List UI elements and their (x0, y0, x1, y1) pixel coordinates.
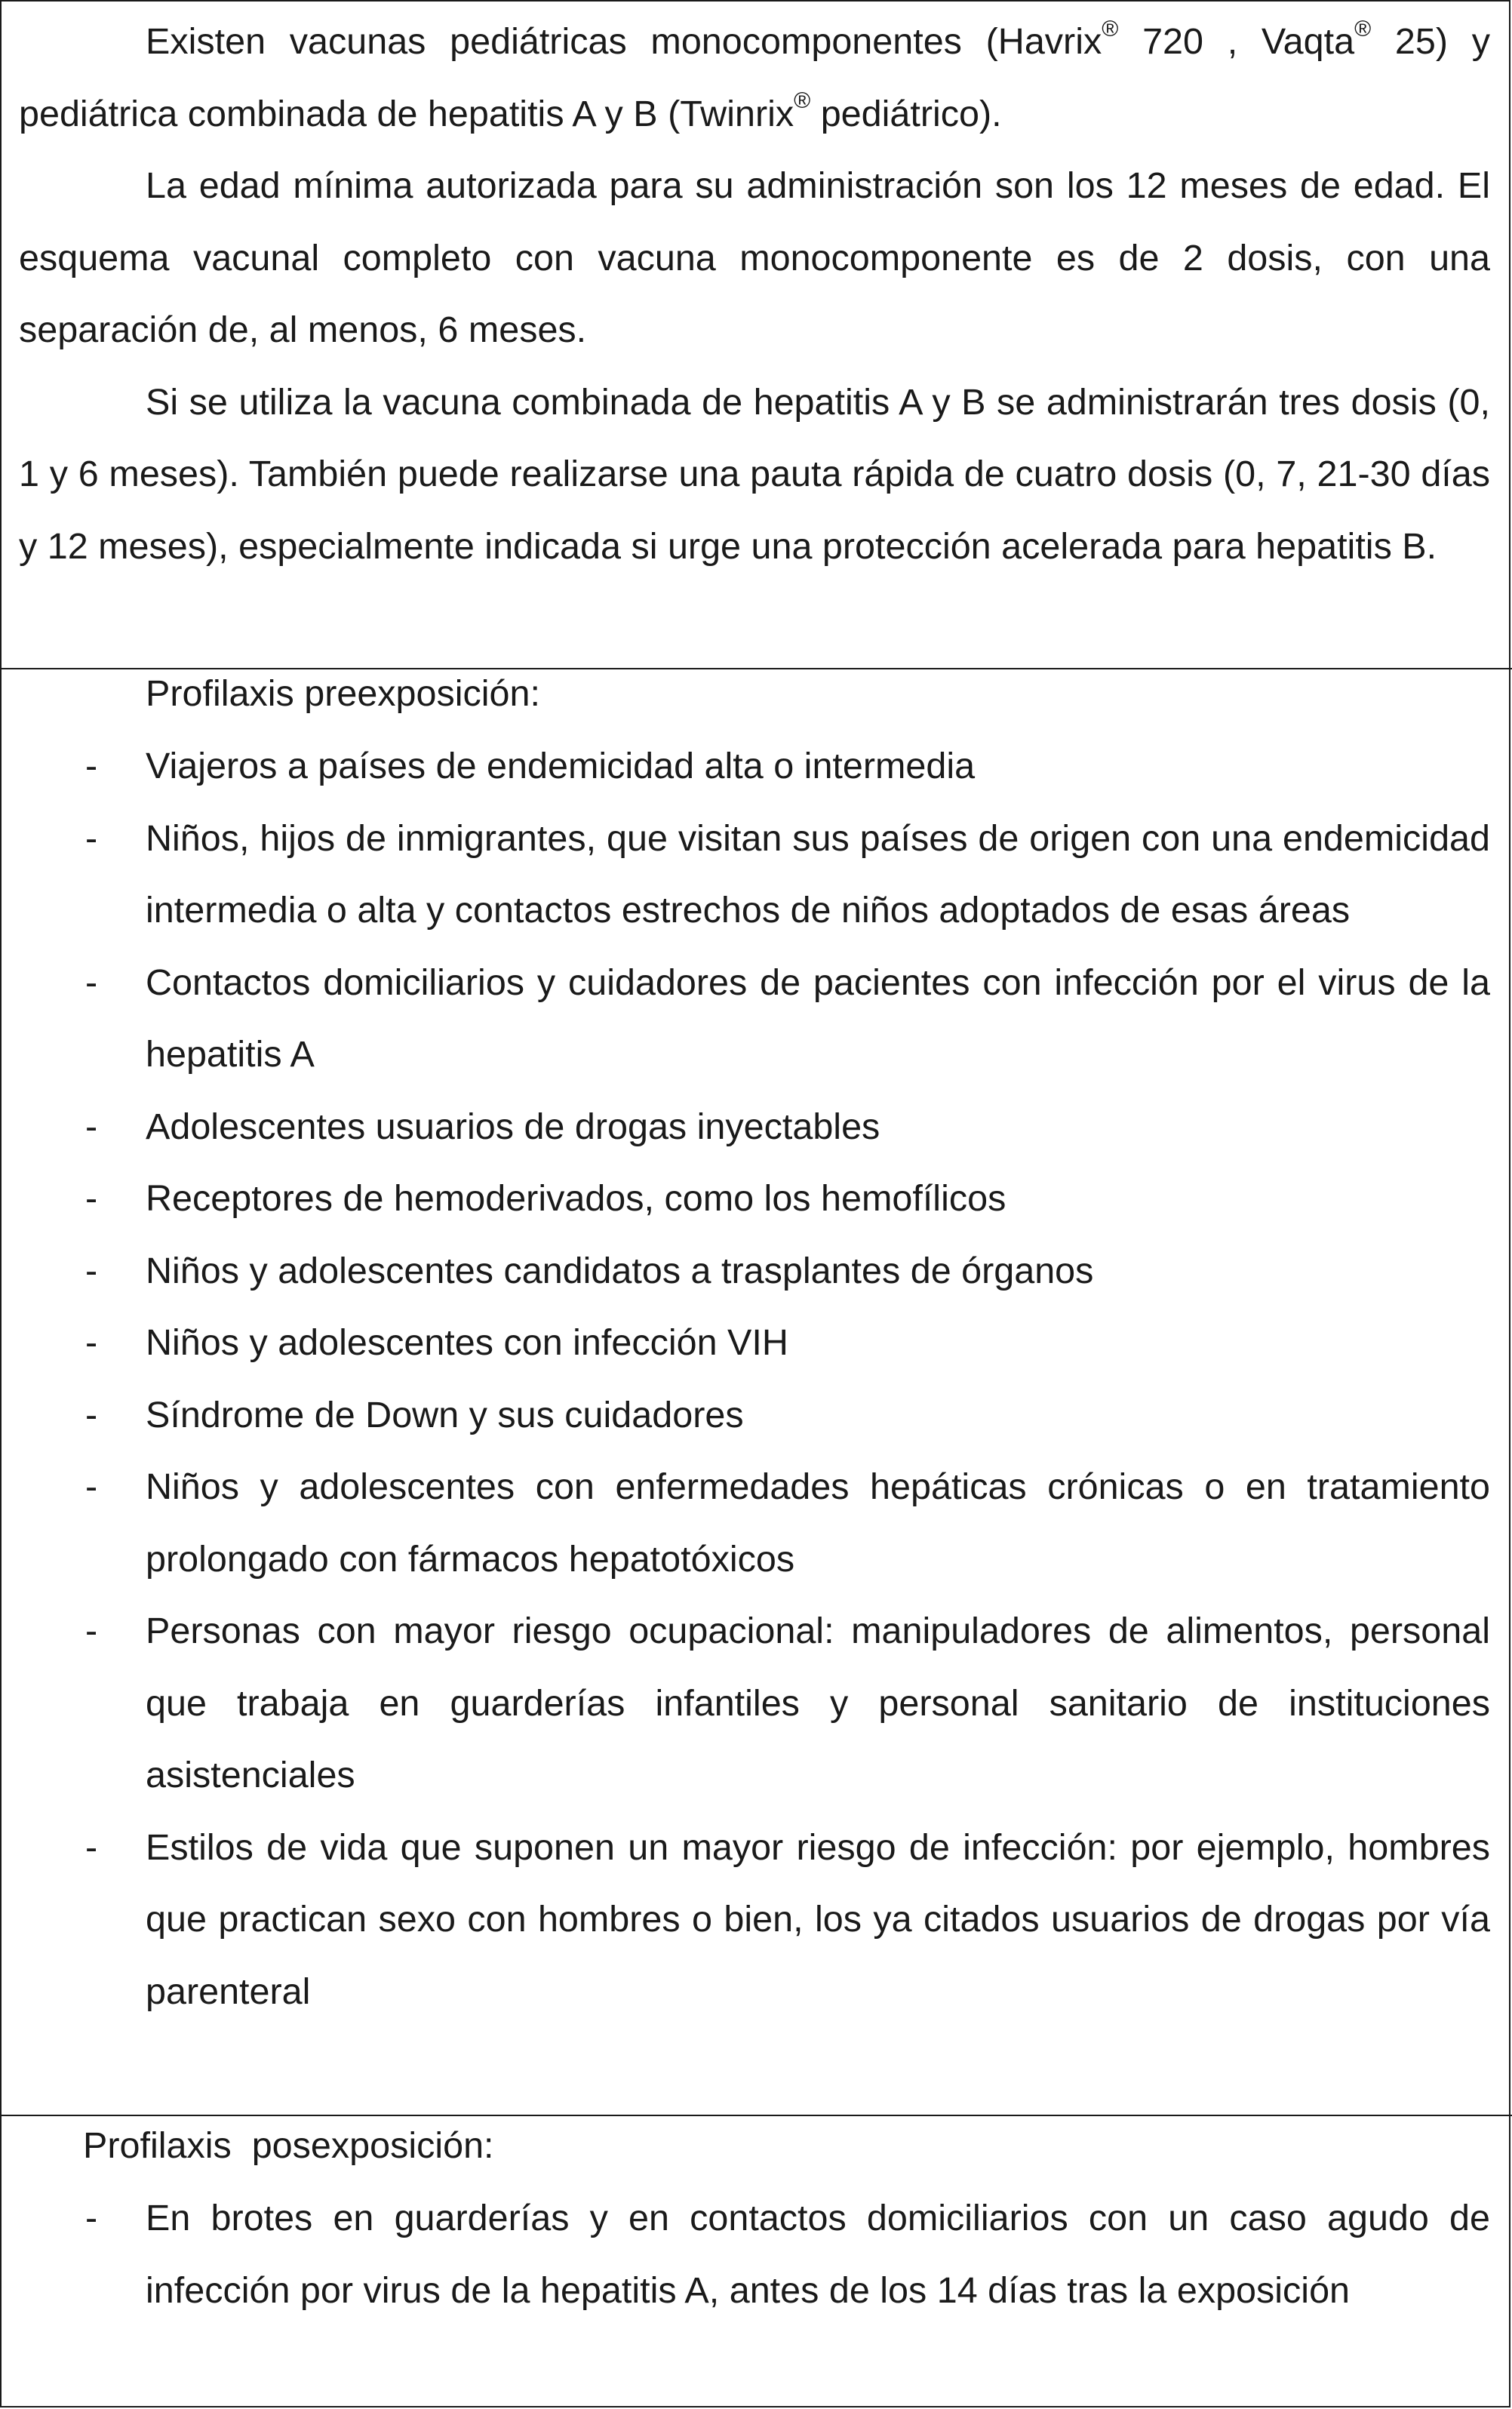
dash-bullet: - (85, 1106, 98, 1147)
list-item (85, 1307, 1490, 1380)
vaccine-description-cell (19, 6, 1490, 583)
postexposure-list (85, 2183, 1490, 2327)
list-item-text: Adolescentes usuarios de drogas inyectables (146, 1106, 880, 1147)
list-item (85, 2183, 1490, 2327)
list-item (85, 1163, 1490, 1235)
list-item (85, 1595, 1490, 1812)
registered-mark: ® (1354, 16, 1372, 42)
list-item-text: Síndrome de Down y sus cuidadores (146, 1394, 744, 1435)
list-item-text: Niños y adolescentes con infección VIH (146, 1322, 788, 1363)
dash-bullet: - (85, 1466, 98, 1507)
dash-bullet: - (85, 817, 98, 859)
list-item (85, 1091, 1490, 1164)
preexposure-heading: Profilaxis preexposición: (146, 673, 540, 714)
list-item (85, 1812, 1490, 2029)
list-item (85, 1235, 1490, 1308)
dash-bullet: - (85, 1826, 98, 1868)
paragraph-vaccines (19, 6, 1490, 150)
list-item-text: Niños, hijos de inmigrantes, que visitan sus países de origen con una endemicidad intermedia o alta y contactos estrechos de niños adoptados de esas áreas (146, 817, 1490, 931)
postexposure-heading: Profilaxis posexposición: (83, 2125, 494, 2166)
list-item-text: Receptores de hemoderivados, como los hemofílicos (146, 1178, 1006, 1219)
list-item-text: En brotes en guarderías y en contactos domiciliarios con un caso agudo de infección por virus de la hepatitis A, antes de los 14 días tras la exposición (146, 2198, 1490, 2311)
dash-bullet: - (85, 1322, 98, 1363)
preexposure-list (85, 731, 1490, 2028)
list-item (85, 803, 1490, 947)
list-item-text: Niños y adolescentes candidatos a trasplantes de órganos (146, 1250, 1094, 1291)
list-item-text: Niños y adolescentes con enfermedades hepáticas crónicas o en tratamiento prolongado con fármacos hepatotóxicos (146, 1466, 1490, 1580)
list-item (85, 947, 1490, 1091)
list-item-text: Viajeros a países de endemicidad alta o intermedia (146, 746, 976, 786)
dash-bullet: - (85, 961, 98, 1003)
dash-bullet: - (85, 1611, 98, 1651)
dash-bullet: - (85, 746, 98, 786)
dash-bullet: - (85, 1394, 98, 1435)
list-item-text: Contactos domiciliarios y cuidadores de pacientes con infección por el virus de la hepatitis A (146, 961, 1490, 1075)
list-item (85, 731, 1490, 803)
list-item (85, 1380, 1490, 1452)
registered-mark: ® (794, 88, 811, 114)
list-item (85, 1451, 1490, 1595)
text-run: 720 , Vaqta (1118, 21, 1355, 62)
dash-bullet: - (85, 1178, 98, 1219)
dash-bullet: - (85, 1250, 98, 1291)
registered-mark: ® (1102, 16, 1119, 42)
dash-bullet: - (85, 2198, 98, 2238)
text-run: Existen vacunas pediátricas monocomponentes (Havrix (146, 21, 1102, 62)
text-run: pediátrico). (810, 93, 1002, 134)
text-run: 25) y pediátrica combinada de hepatitis A y B (Twinrix (19, 21, 1490, 134)
list-item-text: Personas con mayor riesgo ocupacional: manipuladores de alimentos, personal que trabaja en guarderías infantiles y personal sanitario de instituciones asistenciales (146, 1611, 1490, 1795)
list-item-text: Estilos de vida que suponen un mayor riesgo de infección: por ejemplo, hombres que practican sexo con hombres o bien, los ya citados usuarios de drogas por vía parenteral (146, 1826, 1490, 2012)
paragraph-schedule: La edad mínima autorizada para su administración son los 12 meses de edad. El esquema vacunal completo con vacuna monocomponente es de 2 dosis, con una separación de, al menos, 6 meses. (19, 165, 1490, 350)
paragraph-combined-vaccine: Si se utiliza la vacuna combinada de hepatitis A y B se administrarán tres dosis (0, 1 y 6 meses). También puede realizarse una pauta rápida de cuatro dosis (0, 7, 21-30 días y 12 meses), especialmente indicada si urge una protección acelerada para hepatitis B. (19, 381, 1490, 567)
